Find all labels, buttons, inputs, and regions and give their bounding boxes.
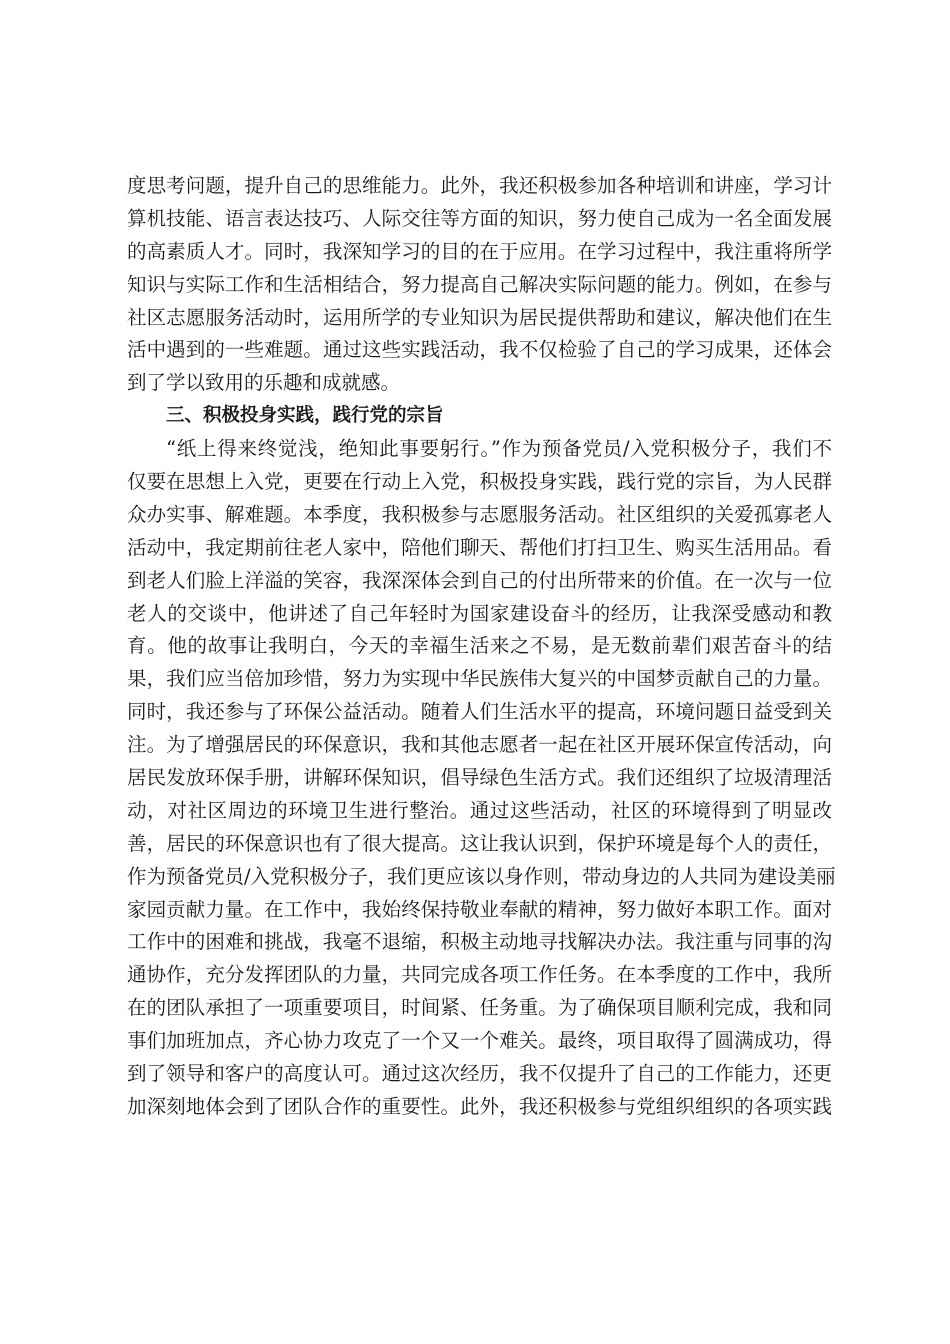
text-line: 众办实事、解难题。本季度，我积极参与志愿服务活动。社区组织的关爱孤寡老人 — [127, 502, 832, 526]
text-line: 到老人们脸上洋溢的笑容，我深深体会到自己的付出所带来的价值。在一次与一位 — [127, 568, 832, 592]
text-line: 活动中，我定期前往老人家中，陪他们聊天、帮他们打扫卫生、购买生活用品。看 — [127, 535, 832, 559]
text-line: 算机技能、语言表达技巧、人际交往等方面的知识，努力使自己成为一名全面发展 — [127, 206, 832, 230]
text-line: 育。他的故事让我明白，今天的幸福生活来之不易，是无数前辈们艰苦奋斗的结 — [127, 634, 832, 658]
text-line: 老人的交谈中，他讲述了自己年轻时为国家建设奋斗的经历，让我深受感动和教 — [127, 601, 832, 625]
paragraph-1 — [127, 170, 832, 400]
text-line: 工作中的困难和挑战，我毫不退缩，积极主动地寻找解决办法。我注重与同事的沟 — [127, 930, 832, 954]
text-line: 度思考问题，提升自己的思维能力。此外，我还积极参加各种培训和讲座，学习计 — [127, 174, 832, 197]
text-line: 到了学以致用的乐趣和成就感。 — [127, 371, 401, 395]
text-line: 果，我们应当倍加珍惜，努力为实现中华民族伟大复兴的中国梦贡献自己的力量。 — [127, 667, 832, 691]
text-line: 在的团队承担了一项重要项目，时间紧、任务重。为了确保项目顺利完成，我和同 — [127, 996, 832, 1020]
text-line: 通协作，充分发挥团队的力量，共同完成各项工作任务。在本季度的工作中，我所 — [127, 963, 832, 987]
paragraph-2 — [127, 433, 836, 1124]
text-line: 作为预备党员/入党积极分子，我们更应该以身作则，带动身边的人共同为建设美丽 — [127, 864, 836, 888]
text-line: 同时，我还参与了环保公益活动。随着人们生活水平的提高，环境问题日益受到关 — [127, 700, 832, 724]
text-line: 活中遇到的一些难题。通过这些实践活动，我不仅检验了自己的学习成果，还体会 — [127, 338, 832, 362]
text-line: 仅要在思想上入党，更要在行动上入党，积极投身实践，践行党的宗旨，为人民群 — [127, 470, 832, 494]
section-heading: 三、积极投身实践，践行党的宗旨 — [166, 405, 444, 427]
text-line: 事们加班加点，齐心协力攻克了一个又一个难关。最终，项目取得了圆满成功，得 — [127, 1029, 832, 1053]
text-line: 的高素质人才。同时，我深知学习的目的在于应用。在学习过程中，我注重将所学 — [127, 239, 832, 263]
text-line: 动，对社区周边的环境卫生进行整治。通过这些活动，社区的环境得到了明显改 — [127, 798, 832, 822]
document-body — [127, 170, 836, 1124]
text-line: 善，居民的环保意识也有了很大提高。这让我认识到，保护环境是每个人的责任， — [127, 831, 832, 855]
text-line: 到了领导和客户的高度认可。通过这次经历，我不仅提升了自己的工作能力，还更 — [127, 1062, 832, 1086]
text-line: 社区志愿服务活动时，运用所学的专业知识为居民提供帮助和建议，解决他们在生 — [127, 305, 832, 329]
text-line: “纸上得来终觉浅，绝知此事要躬行。”作为预备党员/入党积极分子，我们不 — [166, 437, 832, 461]
text-line: 注。为了增强居民的环保意识，我和其他志愿者一起在社区开展环保宣传活动，向 — [127, 733, 832, 757]
text-line: 家园贡献力量。在工作中，我始终保持敬业奉献的精神，努力做好本职工作。面对 — [127, 897, 832, 921]
text-line: 加深刻地体会到了团队合作的重要性。此外，我还积极参与党组织组织的各项实践 — [127, 1094, 832, 1118]
text-line: 知识与实际工作和生活相结合，努力提高自己解决实际问题的能力。例如，在参与 — [127, 272, 832, 296]
text-line: 居民发放环保手册，讲解环保知识，倡导绿色生活方式。我们还组织了垃圾清理活 — [127, 766, 832, 790]
